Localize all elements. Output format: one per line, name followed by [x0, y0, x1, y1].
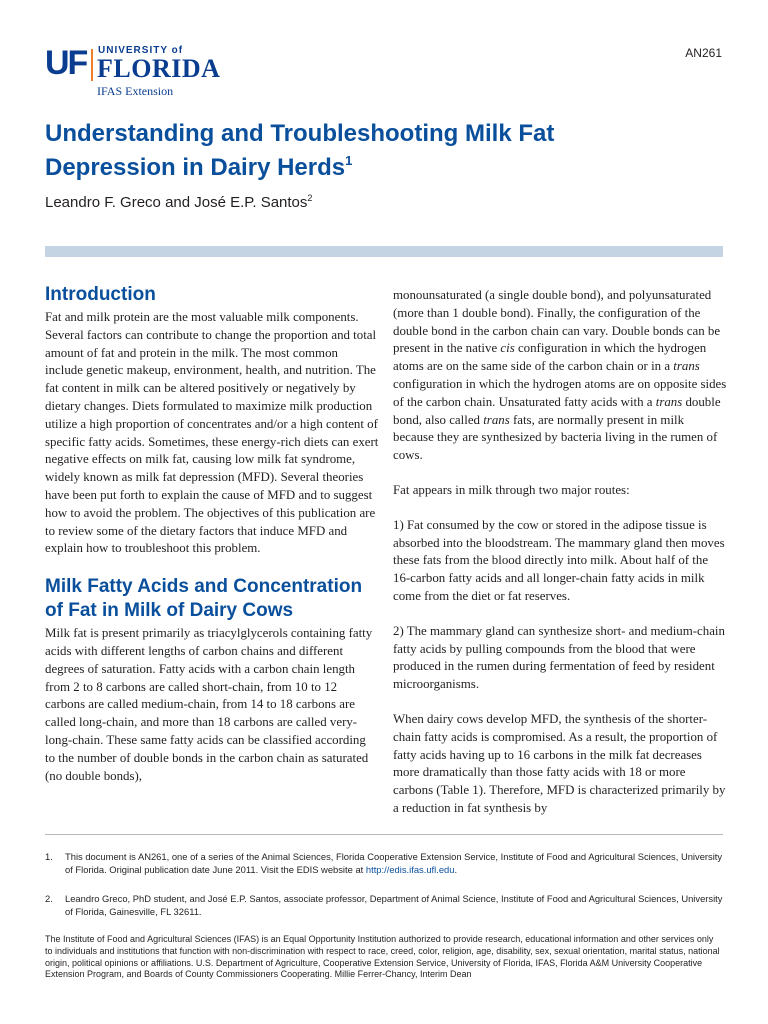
footnote-text: This document is AN261, one of a series of the Animal Sciences, Florida Cooperative Extension Service, Institute of Food and Agricultural Sciences, University of Florida. Original publication date June 2011. Visit the EDIS website at — [65, 851, 723, 876]
introduction-paragraph: Fat and milk protein are the most valuable milk components. Several factors can contribute to change the proportion and total amount of fat and protein in the milk. The most common include genetic makeup, environment, health, and nutrition. The fat content in milk can be altered positively or negatively by dietary changes. Diets formulated to maximize milk production utilize a high proportion of concentrates and/or a high content of specific fatty acids. Sometimes, these energy-rich diets can exert negative effects on milk fat, causing low milk fat syndrome, widely known as milk fat depression (MFD). Several theories have been put forth to explain the cause of MFD and to suggest how to avoid the problem. The objectives of this publication are to review some of the dietary factors that induce MFD and explain how to troubleshoot this problem. — [45, 310, 379, 556]
document-title — [45, 117, 685, 185]
ifas-disclaimer: The Institute of Food and Agricultural Sciences (IFAS) is an Equal Opportunity Institution authorized to provide research, educational information and other services only to individuals and institutions that function with non-discrimination with respect to race, creed, color, religion, age, disability, sex, sexual orientation, marital status, national origin, political opinions or affiliations. U.S. Department of Agriculture, Cooperative Extension Service, University of Florida, IFAS, Florida A&M University Cooperative Extension Program, and Boards of County Commissioners Cooperating. Millie Ferrer-Chancy, Interim Dean — [45, 934, 720, 980]
footnotes — [45, 834, 723, 933]
uf-ifas-logo — [45, 44, 221, 100]
title-line-2: Depression in Dairy Herds — [45, 154, 346, 181]
logo-university-text: UNIVERSITY of — [98, 45, 184, 56]
title-line-1: Understanding and Troubleshooting Milk Fat — [45, 120, 555, 147]
authors-text: Leandro F. Greco and José E.P. Santos — [45, 194, 308, 211]
edis-website-link[interactable]: http://edis.ifas.ufl.edu — [365, 864, 455, 876]
document-code: AN261 — [685, 46, 722, 60]
header-divider-band — [45, 246, 723, 257]
fat-routes-intro: Fat appears in milk through two major routes: — [393, 482, 630, 497]
footnote-number: 2. — [45, 892, 53, 904]
author-line — [45, 194, 312, 211]
route-1-paragraph: 1) Fat consumed by the cow or stored in the adipose tissue is absorbed into the bloodstream. The mammary gland then moves these fats from the blood directly into milk. About half of the 16-carbon fatty acids and all longer-chain fatty acids in milk come from the diet or fat reserves. — [393, 517, 725, 603]
logo-florida-text: FLORIDA — [97, 54, 221, 83]
footnote-text: Leandro Greco, PhD student, and José E.P. Santos, associate professor, Department of Animal Science, Institute of Food and Agricultural Sciences, University of Florida, Gainesville, FL 32611. — [65, 892, 723, 917]
logo-ifas-text: IFAS Extension — [97, 84, 174, 98]
route-2-paragraph: 2) The mammary gland can synthesize short- and medium-chain fatty acids by pulling compounds from the blood that were produced in the rumen during fermentation of feed by resident microorganisms. — [393, 623, 725, 692]
left-column — [45, 283, 379, 785]
footnote-text-end: . — [454, 864, 458, 876]
mfd-synthesis-paragraph: When dairy cows develop MFD, the synthesis of the shorter-chain fatty acids is compromised. As a result, the proportion of fatty acids having up to 16 carbons in the milk fat decreases more dramatically than those fatty acids with 18 or more carbons (Table 1). Therefore, MFD is characterized primarily by a reduction in fat synthesis by — [393, 711, 726, 815]
right-column — [393, 287, 727, 818]
double-bond-paragraph — [393, 287, 727, 465]
text-run: double bond, also called — [393, 394, 721, 427]
italic-term-trans: trans — [655, 394, 683, 409]
text-run: configuration in which the hydrogen atoms are on the same side of the carbon chain or in a — [393, 341, 707, 374]
milk-fatty-acids-paragraph: Milk fat is present primarily as triacylglycerols containing fatty acids with different lengths of carbon chains and different degrees of saturation. Fatty acids with a carbon chain length from 2 to 8 carbons are called short-chain, from 10 to 12 carbons are called medium-chain, from 14 to 18 carbons are called long-chain, and more than 18 carbons are called very-long-chain. These same fatty acids can be classified according to the number of double bonds in the carbon chain as saturated (no double bonds), — [45, 626, 373, 783]
logo-divider — [91, 49, 93, 81]
italic-term-cis: cis — [500, 341, 515, 356]
logo-uf-mark: UF — [45, 44, 87, 82]
italic-term-trans: trans — [673, 359, 700, 374]
footnote-number: 1. — [45, 851, 53, 862]
text-run: monounsaturated (a single double bond), and polyunsaturated (more than 1 double bond). Finally, the configuration of the double bond in the carbon chain can vary. Double bonds can be present in the native — [393, 288, 721, 356]
text-run: fats, are normally present in milk because they are synthesized by bacteria living in the rumen of cows. — [393, 412, 718, 463]
footnote-1 — [45, 850, 723, 877]
italic-term-trans: trans — [483, 412, 510, 427]
section-heading-milk-fatty-acids: Milk Fatty Acids and Concentration of Fat in Milk of Dairy Cows — [45, 576, 363, 622]
section-heading-introduction: Introduction — [45, 284, 156, 305]
text-run: configuration in which the hydrogen atoms are on opposite sides of the carbon chain. Unsaturated fatty acids with a — [393, 376, 727, 409]
authors-footnote-marker: 2 — [307, 193, 313, 203]
title-footnote-marker: 1 — [345, 153, 353, 168]
footnote-2 — [45, 892, 723, 919]
